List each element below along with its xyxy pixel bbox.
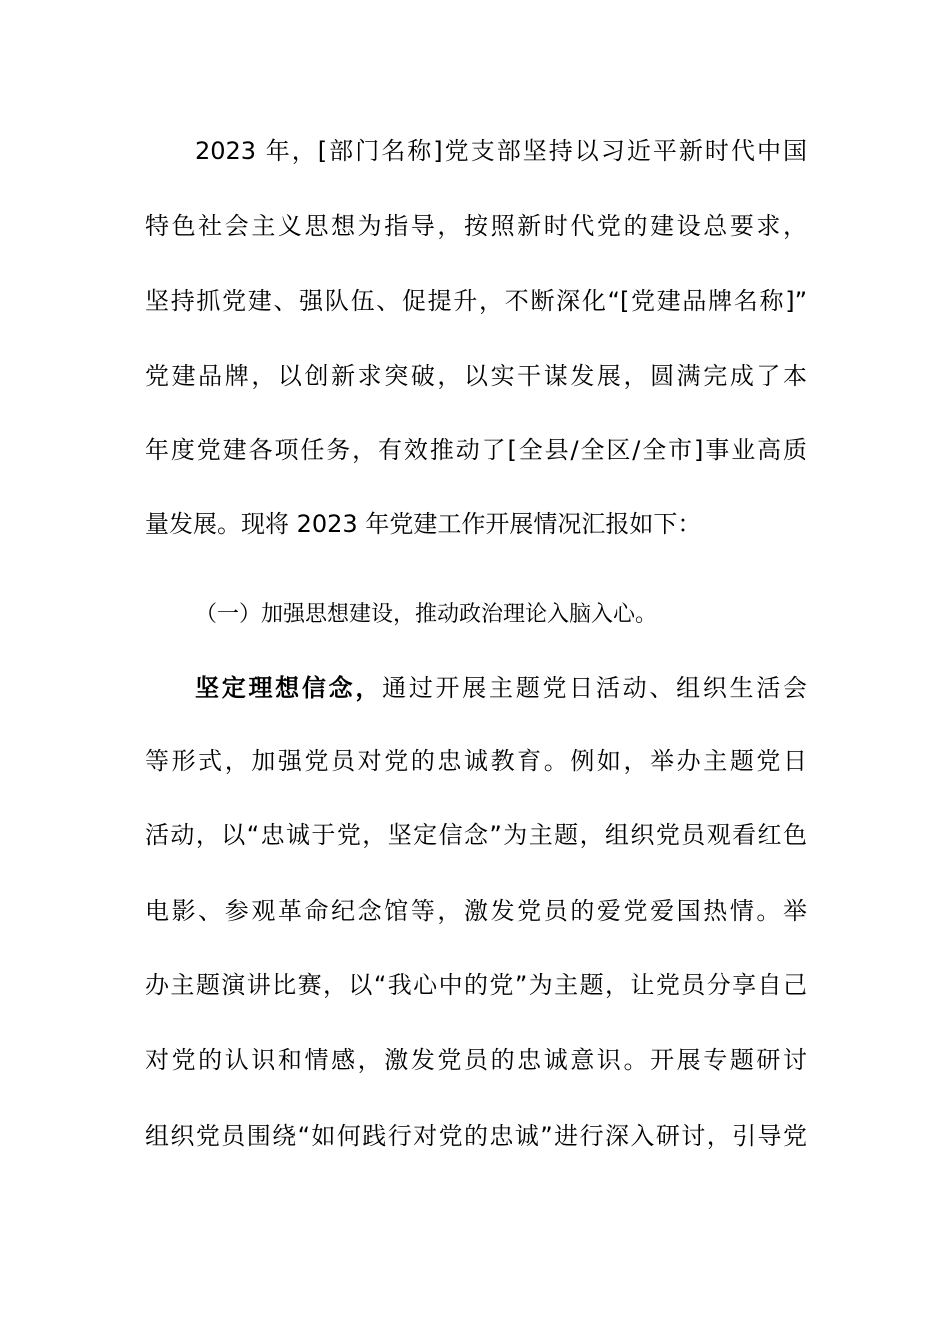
paragraph-1-line-4: 党建品牌，以创新求突破，以实干谋发展，圆满完成了本 xyxy=(145,362,807,390)
paragraph-2-line-7: 组织党员围绕“如何践行对党的忠诚”进行深入研讨，引导党 xyxy=(145,1122,807,1150)
paragraph-2-line-6: 对党的认识和情感，激发党员的忠诚意识。开展专题研讨 xyxy=(145,1046,807,1074)
paragraph-1-line-1: 2023 年，[部门名称]党支部坚持以习近平新时代中国 xyxy=(195,137,807,165)
paragraph-1-line-2: 特色社会主义思想为指导，按照新时代党的建设总要求， xyxy=(145,212,807,240)
paragraph-2-line-5: 办主题演讲比赛，以“我心中的党”为主题，让党员分享自己 xyxy=(145,971,807,999)
paragraph-2-line-1 xyxy=(195,668,807,708)
paragraph-1-line-6: 量发展。现将 2023 年党建工作开展情况汇报如下： xyxy=(145,510,702,538)
paragraph-2-lead-bold: 坚定理想信念， xyxy=(195,674,383,702)
paragraph-2-line-1-rest: 通过开展主题党日活动、组织生活会 xyxy=(382,674,808,702)
paragraph-1-line-3: 坚持抓党建、强队伍、促提升，不断深化“[党建品牌名称]” xyxy=(145,287,807,315)
paragraph-2-line-4: 电影、参观革命纪念馆等，激发党员的爱党爱国热情。举 xyxy=(145,897,807,925)
paragraph-1-line-5: 年度党建各项任务，有效推动了[全县/全区/全市]事业高质 xyxy=(145,436,807,464)
section-1-heading: （一）加强思想建设，推动政治理论入脑入心。 xyxy=(195,602,658,627)
paragraph-2-line-3: 活动，以“忠诚于党，坚定信念”为主题，组织党员观看红色 xyxy=(145,821,807,849)
paragraph-2-line-2: 等形式，加强党员对党的忠诚教育。例如，举办主题党日 xyxy=(145,747,807,775)
